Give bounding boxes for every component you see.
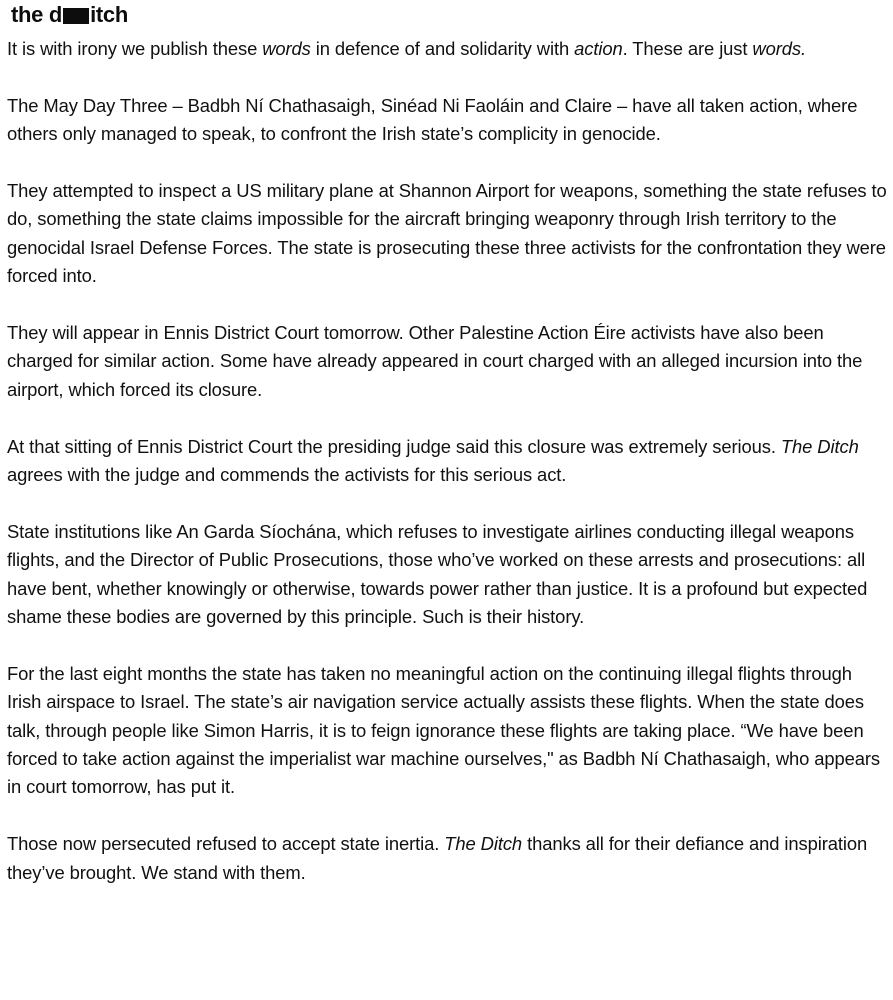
paragraph-8-text-b: thanks all for their defiance and inspiration they’ve brought. We stand with them.	[7, 833, 868, 883]
the-ditch-logo[interactable]	[11, 2, 128, 28]
paragraph-6: State institutions like An Garda Síochána, which refuses to investigate airlines conducting illegal weapons flights, and the Director of Public Prosecutions, those who’ve worked on these arrests and prosecutions: all have bent, whether knowingly or otherwise, towards power rather than justice. It is a profound but expected shame these bodies are governed by this principle. Such is their history.	[7, 520, 868, 628]
emphasis-the-ditch: The Ditch	[444, 833, 523, 855]
emphasis-the-ditch: The Ditch	[780, 435, 859, 457]
black-redaction-block-icon	[63, 8, 89, 24]
paragraph-5-text-b: agrees with the judge and commends the activists for this serious act.	[7, 464, 567, 486]
paragraph-5-text-a: At that sitting of Ennis District Court the presiding judge said this closure was extremely serious.	[7, 435, 781, 457]
paragraph-4: They will appear in Ennis District Court tomorrow. Other Palestine Action Éire activists have also been charged for similar action. Some have already appeared in court charged with an alleged incursion into the airport, which forced its closure.	[7, 322, 863, 400]
paragraph-7: For the last eight months the state has taken no meaningful action on the continuing illegal flights through Irish airspace to Israel. The state’s air navigation service actually assists these flights. When the state does talk, through people like Simon Harris, it is to feign ignorance these flights are taking place. “We have been forced to take action against the imperialist war machine ourselves," as Badbh Ní Chathasaigh, who appears in court tomorrow, has put it.	[7, 662, 881, 798]
paragraph-8	[7, 830, 887, 887]
article-body	[7, 35, 887, 887]
paragraph-1-text-a: It is with irony we publish these	[7, 38, 263, 59]
logo-text-start: the d	[11, 2, 63, 27]
paragraph-2: The May Day Three – Badbh Ní Chathasaigh, Sinéad Ni Faoláin and Claire – have all taken action, where others only managed to speak, to confront the Irish state’s complicity in genocide.	[7, 94, 858, 145]
paragraph-3: They attempted to inspect a US military plane at Shannon Airport for weapons, something the state refuses to do, something the state claims impossible for the aircraft bringing weaponry through Irish territory to the genocidal Israel Defense Forces. The state is prosecuting these three activists for the confrontation they were forced into.	[7, 180, 887, 287]
emphasis-words-end: words.	[752, 38, 806, 59]
paragraph-1-text-c: . These are just	[622, 38, 753, 59]
paragraph-1-text-b: in defence of and solidarity with	[310, 38, 575, 59]
paragraph-8-text-a: Those now persecuted refused to accept state inertia.	[7, 833, 445, 855]
logo-text-end: itch	[90, 2, 128, 27]
paragraph-1	[7, 35, 887, 63]
emphasis-action: action	[574, 38, 623, 59]
paragraph-5	[7, 433, 887, 490]
emphasis-words: words	[262, 38, 311, 59]
